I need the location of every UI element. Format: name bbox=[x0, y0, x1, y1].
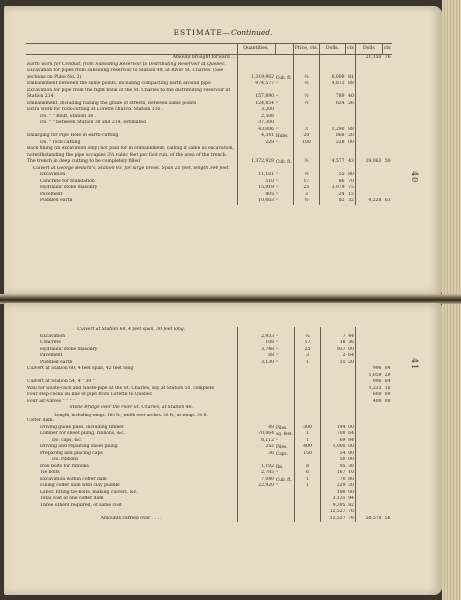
row-description: Total cost of one coffer dam bbox=[40, 496, 104, 501]
row-total-dollars bbox=[355, 68, 382, 81]
row-unit: " bbox=[276, 470, 278, 475]
row-cents: 64 bbox=[348, 353, 355, 358]
row-cents: 00 bbox=[348, 424, 355, 430]
row-cents: 82 bbox=[348, 502, 355, 508]
row-dollars: 1,290 bbox=[320, 127, 346, 134]
row-cents: 20 bbox=[348, 133, 354, 138]
row-unit: " bbox=[276, 191, 278, 197]
row-description: Do. caps, &c. bbox=[52, 437, 83, 443]
row-quantity: 36 bbox=[237, 451, 275, 458]
page-number-bottom: 41 bbox=[410, 358, 419, 371]
row-description: Enlarging for Pipe Hole in earth-cutting bbox=[27, 133, 119, 138]
row-dollars: 6,099 bbox=[320, 68, 346, 81]
row-dollars: 55 bbox=[320, 172, 346, 179]
row-cents: 36 bbox=[348, 463, 355, 469]
row-description: Length, including wings, 160 ft.; width over arches, 26 ft.; at wings, 30 ft. bbox=[54, 411, 209, 417]
table-row bbox=[26, 198, 392, 205]
row-description: Excavation within coffer dam bbox=[40, 476, 107, 482]
row-description: Excavation bbox=[40, 172, 66, 177]
row-dollars: 4,577 bbox=[320, 146, 346, 166]
row-dollars: 2 bbox=[321, 353, 347, 360]
row-unit: Cub. ft. bbox=[276, 159, 292, 164]
page-title bbox=[4, 28, 442, 37]
row-quantity: 37,300 bbox=[237, 120, 275, 127]
table-row bbox=[26, 68, 392, 81]
row-price: ½ bbox=[293, 198, 319, 205]
row-quantity: 157,890 bbox=[237, 88, 275, 101]
row-cents: 81 bbox=[348, 74, 354, 80]
row-description: Wall for waste-cock and waste-pipe at the St. Charles, say at Station 50, complete bbox=[27, 385, 215, 391]
row-description: Coffer dam. bbox=[27, 418, 54, 423]
row-dollars: 937 bbox=[321, 347, 347, 354]
row-price: 1 bbox=[295, 360, 321, 367]
row-unit: " bbox=[276, 333, 278, 339]
row-cents: 80 bbox=[348, 476, 355, 482]
row-total-dollars: 19,063 bbox=[355, 146, 382, 166]
col-cts: cts bbox=[346, 44, 356, 55]
row-cents: 00 bbox=[348, 139, 354, 145]
row-price: 1 bbox=[295, 438, 321, 445]
row-unit: " bbox=[276, 340, 278, 345]
row-dollars: 624 bbox=[320, 101, 346, 108]
row-description: Iron bolts for ribbons bbox=[40, 463, 89, 469]
row-total-dollars: 4,228 bbox=[355, 198, 382, 205]
row-unit: " bbox=[276, 483, 278, 488]
row-quantity: 8,112 bbox=[237, 438, 275, 445]
row-description: Do. ribbons bbox=[52, 457, 79, 462]
row-dollars: 86 bbox=[320, 179, 346, 186]
col-cts2: cts bbox=[382, 44, 391, 55]
row-quantity: 10,663 bbox=[237, 198, 275, 205]
col-dolls: Dolls. bbox=[320, 44, 346, 55]
row-quantity: 11,161 bbox=[237, 172, 275, 179]
row-unit: " bbox=[276, 100, 278, 106]
row-description: Culvert at Station 60, 4 feet span, 42 feet long bbox=[27, 366, 134, 371]
row-unit: " bbox=[276, 198, 278, 203]
row-dollars: 12,527 bbox=[321, 509, 347, 516]
row-cents: 10 bbox=[348, 470, 355, 475]
row-total-cents: 84 bbox=[384, 366, 391, 371]
row-quantity: 7,040 bbox=[237, 477, 275, 484]
estimate-table-top bbox=[26, 43, 392, 205]
row-dollars: 144 bbox=[321, 425, 347, 432]
row-price: 3 bbox=[293, 192, 319, 199]
row-dollars: 4,872 bbox=[320, 81, 346, 88]
row-quantity: 43,006 bbox=[237, 127, 275, 134]
row-total-cents: 84 bbox=[384, 379, 391, 384]
page-number-top: 40 bbox=[410, 171, 419, 184]
row-total-dollars: 996 bbox=[356, 379, 383, 386]
row-description: Lumber for sheet piling, ribbons, &c. bbox=[40, 431, 125, 436]
row-price: 20 bbox=[293, 133, 319, 140]
row-dollars: 868 bbox=[320, 133, 346, 140]
page-top bbox=[4, 6, 442, 295]
row-description: Do. " rock-cutting bbox=[40, 139, 81, 145]
row-price: ½ bbox=[293, 101, 319, 108]
row-quantity: 2,933 bbox=[237, 334, 275, 341]
row-cents: 20 bbox=[348, 483, 355, 488]
row-dollars: 9,395 bbox=[321, 503, 347, 510]
row-quantity: 70,064 bbox=[237, 431, 275, 438]
row-quantity: 510 bbox=[237, 179, 275, 186]
row-description: Preparing and placing caps bbox=[40, 450, 103, 456]
row-quantity: 1,192 bbox=[237, 464, 275, 471]
row-quantity bbox=[237, 55, 275, 62]
row-dollars: 700 bbox=[321, 431, 347, 438]
row-description: Puddled earth bbox=[40, 359, 73, 365]
row-description: Labor, fitting tie-bolts, making culvert, &c. bbox=[40, 489, 138, 495]
row-dollars: 167 bbox=[321, 470, 347, 477]
row-description: Four step-cocks on line of pipe from Lorette to Quebec bbox=[27, 392, 153, 397]
row-price: 400 bbox=[295, 444, 321, 451]
row-total-cents: 56 bbox=[384, 515, 391, 521]
row-dollars: 1,000 bbox=[321, 444, 347, 451]
row-unit: " bbox=[276, 172, 278, 177]
row-cents: 00 bbox=[348, 489, 355, 495]
row-unit: lbs. bbox=[276, 463, 284, 469]
row-dollars: 70 bbox=[321, 477, 347, 484]
row-total-cents: 00 bbox=[384, 392, 391, 397]
page-bottom bbox=[4, 303, 442, 595]
row-total-dollars bbox=[355, 88, 382, 101]
row-cents: 00 bbox=[348, 444, 355, 449]
table-row bbox=[26, 55, 392, 62]
row-cents: 64 bbox=[348, 431, 355, 436]
row-price: 17 bbox=[293, 179, 319, 186]
row-total-dollars: 1,233 bbox=[356, 386, 383, 393]
row-quantity: 2,785 bbox=[237, 470, 275, 477]
row-cents bbox=[346, 55, 356, 62]
row-cents: 44 bbox=[348, 333, 355, 339]
row-cents: 00 bbox=[348, 346, 355, 352]
row-quantity: 1,319,962 bbox=[237, 68, 275, 81]
row-total-cents bbox=[382, 68, 391, 81]
row-description: Three others required, of same cost bbox=[40, 502, 122, 508]
row-description: Hydraulic stone masonry bbox=[40, 185, 98, 190]
row-description: Concrete bbox=[40, 340, 61, 345]
row-description: Excavation for pipe from the right bank of the St. Charles to the distributing reservoir at Station 214 bbox=[27, 87, 231, 99]
row-quantity: 22,920 bbox=[237, 483, 275, 490]
row-unit: " bbox=[276, 81, 278, 86]
row-dollars: 18 bbox=[321, 340, 347, 347]
row-dollars: 229 bbox=[321, 483, 347, 490]
estimate-table-bottom bbox=[26, 327, 392, 522]
row-quantity: 108 bbox=[237, 340, 275, 347]
row-price: ½ bbox=[293, 172, 319, 179]
row-unit: " bbox=[276, 178, 278, 184]
row-unit: " bbox=[276, 94, 278, 99]
row-price: 17 bbox=[295, 340, 321, 347]
row-total-dollars: 996 bbox=[356, 366, 383, 373]
row-unit: Piles. bbox=[276, 444, 288, 449]
row-cents: 70 bbox=[348, 178, 354, 184]
row-price: 1 bbox=[295, 483, 321, 490]
row-unit: Cub. ft. bbox=[276, 476, 292, 482]
row-cents: 88 bbox=[348, 126, 354, 132]
row-description: Hydraulic stone masonry bbox=[40, 346, 98, 352]
row-quantity: 3,130 bbox=[237, 360, 275, 367]
row-unit: Hubs. bbox=[276, 133, 289, 138]
row-cents: 00 bbox=[348, 457, 355, 462]
row-cents: 36 bbox=[348, 340, 355, 345]
row-unit: sq. feet. bbox=[276, 431, 294, 436]
table-row bbox=[26, 516, 392, 523]
row-quantity: 974,577 bbox=[237, 81, 275, 88]
row-description: Stone Bridge over the river St. Charles, at Station 48. bbox=[69, 405, 193, 410]
row-cents: 80 bbox=[348, 172, 354, 177]
row-quantity: 4,341 bbox=[237, 133, 275, 140]
row-quantity: 124,854 bbox=[237, 101, 275, 108]
row-quantity: 25c bbox=[237, 444, 275, 451]
row-quantity: 805 bbox=[237, 192, 275, 199]
row-cents: 88 bbox=[348, 81, 354, 86]
row-unit: Cub. ft. bbox=[276, 74, 292, 80]
row-total-cents: 29 bbox=[384, 372, 391, 378]
row-dollars: 7 bbox=[321, 334, 347, 341]
row-description: Culvert at Station 64, 4 feet span, 30 feet long. bbox=[77, 327, 186, 332]
row-cents: 26 bbox=[348, 100, 354, 106]
row-description: Embankment, including raising the grade of streets, between same points bbox=[27, 100, 197, 106]
row-dollars: 12,527 bbox=[321, 516, 347, 523]
row-unit: " bbox=[276, 185, 278, 190]
row-description: Pavement bbox=[40, 353, 63, 358]
col-dolls2: Dolls bbox=[355, 44, 382, 55]
row-unit bbox=[275, 516, 295, 523]
row-description: Pavement bbox=[40, 191, 63, 197]
row-unit: " bbox=[276, 126, 278, 132]
row-quantity: 88 bbox=[237, 353, 275, 360]
title-text: ESTIMATE— bbox=[173, 28, 232, 37]
table-row bbox=[26, 88, 392, 101]
row-price: 3 bbox=[293, 127, 319, 134]
row-dollars: 789 bbox=[320, 88, 346, 101]
row-total-cents: 76 bbox=[384, 55, 391, 60]
row-description: Extra work for rock-cutting at Lorette church, Station 116 . bbox=[27, 107, 164, 112]
row-total-cents bbox=[382, 88, 391, 101]
row-unit bbox=[275, 55, 293, 62]
row-quantity: 15,919 bbox=[237, 185, 275, 192]
row-cents: 76 bbox=[348, 515, 355, 521]
row-description: Four air-valves " " " " bbox=[27, 398, 76, 404]
title-continued: Continued. bbox=[231, 28, 273, 37]
row-quantity: 228 bbox=[237, 140, 275, 147]
column-header-row bbox=[26, 44, 392, 55]
row-total-dollars: 50,578 bbox=[356, 516, 383, 523]
row-price: 150 bbox=[295, 451, 321, 458]
row-description: Embankment between the same points, including compacting earth around pipe bbox=[27, 81, 211, 86]
row-price: ¼ bbox=[295, 334, 321, 341]
row-unit: Piles. bbox=[276, 424, 288, 430]
row-description: Earth work for Conduit, from Subsiding Reservoir to Distributing Reservoir at Quebec. bbox=[27, 61, 226, 67]
row-dollars: 100 bbox=[321, 490, 347, 497]
row-cents: 84 bbox=[348, 437, 355, 443]
row-cents: 40 bbox=[348, 94, 354, 99]
row-dollars: 3,979 bbox=[320, 185, 346, 192]
row-price: 6 bbox=[295, 470, 321, 477]
row-price bbox=[293, 55, 319, 62]
row-dollars: 228 bbox=[320, 140, 346, 147]
row-dollars: 82 bbox=[320, 198, 346, 205]
row-total-cents: 00 bbox=[384, 398, 391, 404]
row-price bbox=[295, 516, 321, 523]
row-total-dollars: 400 bbox=[356, 399, 383, 406]
row-price: 3 bbox=[295, 353, 321, 360]
row-dollars: 3,131 bbox=[321, 496, 347, 503]
table-row bbox=[26, 146, 392, 166]
row-unit: Caps. bbox=[276, 450, 288, 456]
row-cents: 15 bbox=[348, 191, 354, 197]
row-description: Driving guide piles, including timber bbox=[40, 424, 125, 430]
row-description: Tie bolts bbox=[40, 470, 60, 475]
row-cents: 43 bbox=[348, 159, 354, 164]
col-price: Price, cts. bbox=[293, 44, 319, 55]
row-cents: 94 bbox=[348, 496, 355, 501]
row-dollars: 31 bbox=[321, 360, 347, 367]
row-total-cents: 50 bbox=[384, 159, 391, 164]
row-price: 25 bbox=[293, 185, 319, 192]
row-quantity: 3,200 bbox=[237, 107, 275, 114]
row-total-cents: 63 bbox=[384, 198, 391, 203]
col-quantities: Quantities. bbox=[237, 44, 275, 55]
row-quantity bbox=[237, 516, 275, 523]
row-quantity: 1,372,929 bbox=[237, 146, 275, 166]
row-quantity: 48 bbox=[237, 425, 275, 432]
row-dollars: 54 bbox=[321, 451, 347, 458]
row-cents: 75 bbox=[348, 185, 354, 190]
row-description: Amount brought forward . . bbox=[172, 55, 236, 60]
row-description: Filling coffer dam with clay puddle bbox=[40, 483, 120, 488]
row-description: Excavation bbox=[40, 333, 66, 339]
row-price: 100 bbox=[293, 140, 319, 147]
row-unit: " bbox=[276, 353, 278, 358]
row-price: ¼ bbox=[293, 68, 319, 81]
row-description: Culvert at George Bedard's, Station 93, for large brook. Span 25 feet, length 344 feet. bbox=[32, 165, 230, 171]
table-row bbox=[26, 81, 392, 88]
row-unit: " bbox=[276, 346, 278, 352]
row-description: Amounts carried over . . . . bbox=[100, 515, 162, 521]
row-cents: 00 bbox=[348, 450, 355, 456]
row-unit: " bbox=[276, 437, 278, 443]
row-description: Culvert at Station 54, 4 " 30 " bbox=[27, 379, 95, 384]
row-cents: 32 bbox=[348, 198, 354, 203]
row-quantity: 3,748 bbox=[237, 347, 275, 354]
row-description: Concrete for foundation bbox=[40, 178, 95, 184]
row-description: Excavation for pipes from subsiding reservoir to Station 49, at River St. Charles. (See sections on Plate No. 2) bbox=[27, 68, 224, 80]
row-price: ½ bbox=[293, 81, 319, 88]
row-quantity: 2,506 bbox=[237, 114, 275, 121]
row-total-cents: 10 bbox=[384, 385, 391, 391]
row-price: 8 bbox=[295, 464, 321, 471]
row-unit: " bbox=[276, 139, 278, 145]
row-description: Back filling (in excavation only) not paid for in embankment, calling it same as excavation, notwithstanding the pipe occupies 3¼ cubic feet per foot run, of the area of the trench. The trench in deep cutting to be completely filled bbox=[27, 146, 235, 164]
row-unit: " bbox=[276, 359, 278, 365]
row-total-dollars: 21,150 bbox=[355, 55, 382, 62]
row-dollars bbox=[320, 55, 346, 62]
row-description: Do. " " between Station 38 and 214, estimated bbox=[40, 120, 146, 125]
row-price: ⅓ bbox=[293, 146, 319, 166]
row-dollars: 24 bbox=[320, 192, 346, 199]
row-dollars: 69 bbox=[321, 438, 347, 445]
row-cents: 76 bbox=[348, 509, 355, 514]
row-price: 300 bbox=[295, 425, 321, 432]
row-dollars: 50 bbox=[321, 457, 347, 464]
row-cents: 20 bbox=[348, 359, 355, 365]
row-price: 1 bbox=[295, 477, 321, 484]
row-description: Do. " " Bluff, Station 38 . bbox=[40, 113, 97, 119]
row-price: 1 bbox=[295, 431, 321, 438]
row-description: Driving and repairing sheet piling bbox=[40, 444, 118, 449]
row-price: ½ bbox=[293, 88, 319, 101]
row-dollars: 95 bbox=[321, 464, 347, 471]
row-total-dollars: 1,059 bbox=[356, 373, 383, 380]
row-total-dollars: 600 bbox=[356, 392, 383, 399]
row-description: Puddled earth bbox=[40, 198, 73, 203]
row-price: 25 bbox=[295, 347, 321, 354]
